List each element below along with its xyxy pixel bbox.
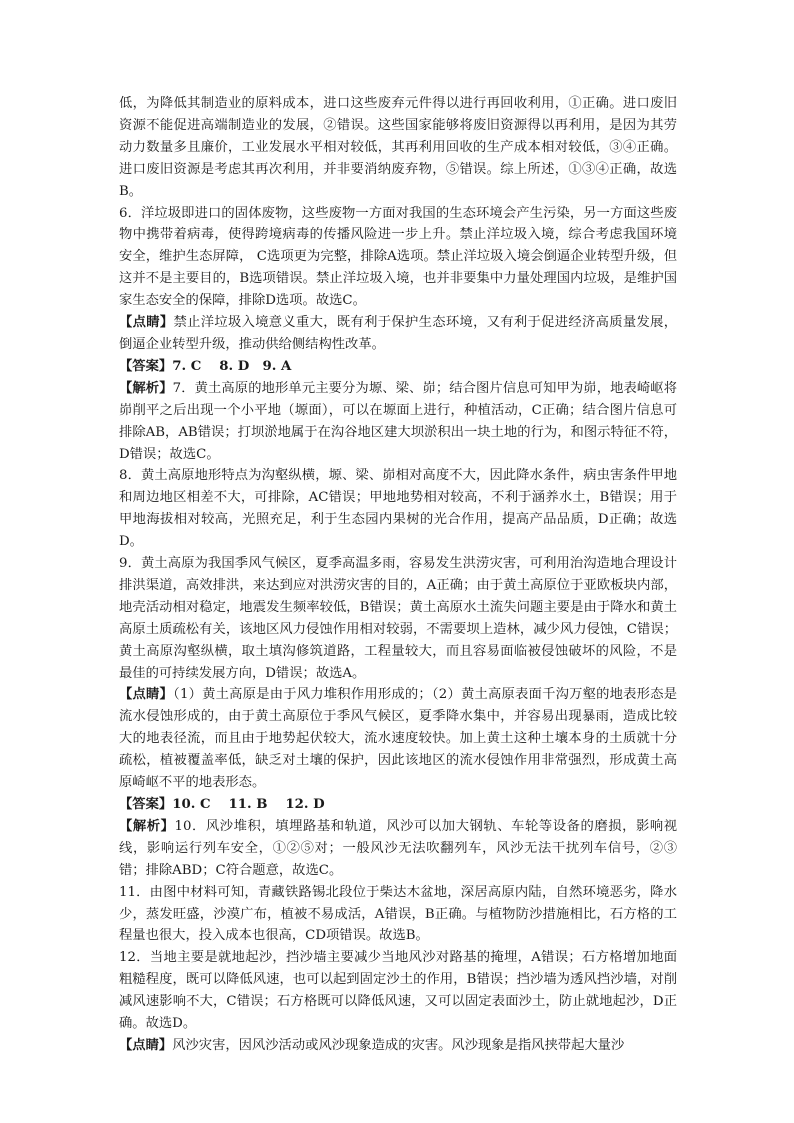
document-page	[119, 93, 677, 1057]
section-tag: 【点睛】	[119, 687, 174, 703]
section-tag: 【点睛】	[119, 1037, 173, 1053]
paragraph	[119, 93, 677, 203]
paragraph	[119, 947, 677, 1035]
section-tag: 【解析】	[119, 380, 173, 396]
paragraph	[119, 816, 677, 882]
paragraph-text: 7．黄土高原的地形单元主要分为塬、梁、峁；结合图片信息可知甲为峁，地表崎岖将峁削平之后出现一个小平地（塬面），可以在塬面上进行，种植活动，C正确；结合图片信息可排除AB，AB错误；打坝淤地属于在沟谷地区建大坝淤积出一块土地的行为，和图示特征不符，D错误；故选C。	[119, 380, 678, 462]
paragraph	[119, 684, 677, 794]
paragraph-text: 11．由图中材料可知，青藏铁路锡北段位于柴达木盆地，深居高原内陆，自然环境恶劣，降水少，蒸发旺盛，沙漠广布，植被不易成活，A错误，B正确。与植物防沙措施相比，石方格的工程量也很大，投入成本也很高，CD项错误。故选B。	[119, 884, 677, 944]
answer-text: 10. C 11. B 12. D	[172, 797, 325, 812]
paragraph	[119, 1035, 677, 1057]
paragraph	[119, 356, 677, 378]
paragraph	[119, 378, 677, 466]
paragraph	[119, 794, 677, 816]
paragraph-text: 9．黄土高原为我国季风气候区，夏季高温多雨，容易发生洪涝灾害，可利用治沟造地合理设计排洪渠道，高效排洪，来达到应对洪涝灾害的目的，A正确；由于黄土高原位于亚欧板块内部，地壳活动相对稳定，地震发生频率较低，B错误；黄土高原水土流失问题主要是由于降水和黄土高原土质疏松有关，该地区风力侵蚀作用相对较弱，不需要坝上造林，减少风力侵蚀，C错误；黄土高原沟壑纵横，取土填沟修筑道路，工程量较大，而且容易面临被侵蚀破坏的风险，不是最佳的可持续发展方向，D错误；故选A。	[119, 556, 677, 681]
paragraph-text: 6．洋垃圾即进口的固体废物，这些废物一方面对我国的生态环境会产生污染，另一方面这些废物中携带着病毒，使得跨境病毒的传播风险进一步上升。禁止洋垃圾入境，综合考虑我国环境安全，维护生态屏障， C选项更为完整，排除A选项。禁止洋垃圾入境会倒逼企业转型升级，但这并不是主要目的，B选项错误。禁止洋垃圾入境，也并非要集中力量处理国内垃圾，是维护国家生态安全的保障，排除D选项。故选C。	[119, 205, 677, 309]
paragraph	[119, 882, 677, 948]
paragraph-text: 禁止洋垃圾入境意义重大，既有利于保护生态环境，又有利于促进经济高质量发展，倒逼企业转型升级，推动供给侧结构性改革。	[119, 315, 678, 352]
paragraph-text: 风沙灾害，因风沙活动或风沙现象造成的灾害。风沙现象是指风挟带起大量沙	[172, 1037, 625, 1053]
section-tag: 【解析】	[119, 818, 175, 834]
paragraph-text: 低，为降低其制造业的原料成本，进口这些废弃元件得以进行再回收利用，①正确。进口废旧资源不能促进高端制造业的发展，②错误。这些国家能够将废旧资源得以再利用，是因为其劳动力数量多且廉价，工业发展水平相对较低，其再利用回收的生产成本相对较低，③④正确。进口废旧资源是考虑其再次利用，并非要消纳废弃物，⑤错误。综上所述，①③④正确，故选B。	[119, 96, 677, 199]
paragraph	[119, 553, 677, 684]
paragraph	[119, 465, 677, 553]
paragraph	[119, 203, 677, 313]
section-tag: 【答案】	[119, 358, 173, 374]
section-tag: 【点睛】	[119, 315, 174, 331]
section-tag: 【答案】	[119, 797, 173, 812]
paragraph-text: （1）黄土高原是由于风力堆积作用形成的；（2）黄土高原表面千沟万壑的地表形态是流水侵蚀形成的，由于黄土高原位于季风气候区，夏季降水集中，并容易出现暴雨，造成比较大的地表径流，而且由于地势起伏较大，流水速度较快。加上黄土这种土壤本身的土质就十分疏松，植被覆盖率低，缺乏对土壤的保护，因此该地区的流水侵蚀作用非常强烈，形成黄土高原崎岖不平的地表形态。	[119, 687, 678, 791]
paragraph	[119, 312, 677, 356]
paragraph-text: 8．黄土高原地形特点为沟壑纵横，塬、梁、峁相对高度不大，因此降水条件，病虫害条件甲地和周边地区相差不大，可排除，AC错误；甲地地势相对较高，不利于涵养水土，B错误；用于甲地海拔相对较高，光照充足，利于生态园内果树的光合作用，提高产品品质，D正确；故选D。	[119, 468, 677, 550]
answer-text: 7. C 8. D 9. A	[172, 358, 292, 374]
paragraph-text: 12．当地主要是就地起沙，挡沙墙主要减少当地风沙对路基的掩埋，A错误；石方格增加地面粗糙程度，既可以降低风速，也可以起到固定沙土的作用，B错误；挡沙墙为透风挡沙墙，对削减风速影响不大，C错误；石方格既可以降低风速，又可以固定表面沙土，防止就地起沙，D正确。故选D。	[119, 950, 677, 1032]
paragraph-text: 10．风沙堆积，填埋路基和轨道，风沙可以加大钢轨、车轮等设备的磨损，影响视线，影响运行列车安全，①②⑤对；一般风沙无法吹翻列车，风沙无法干扰列车信号，②③错；排除ABD；C符合题意，故选C。	[119, 818, 678, 878]
